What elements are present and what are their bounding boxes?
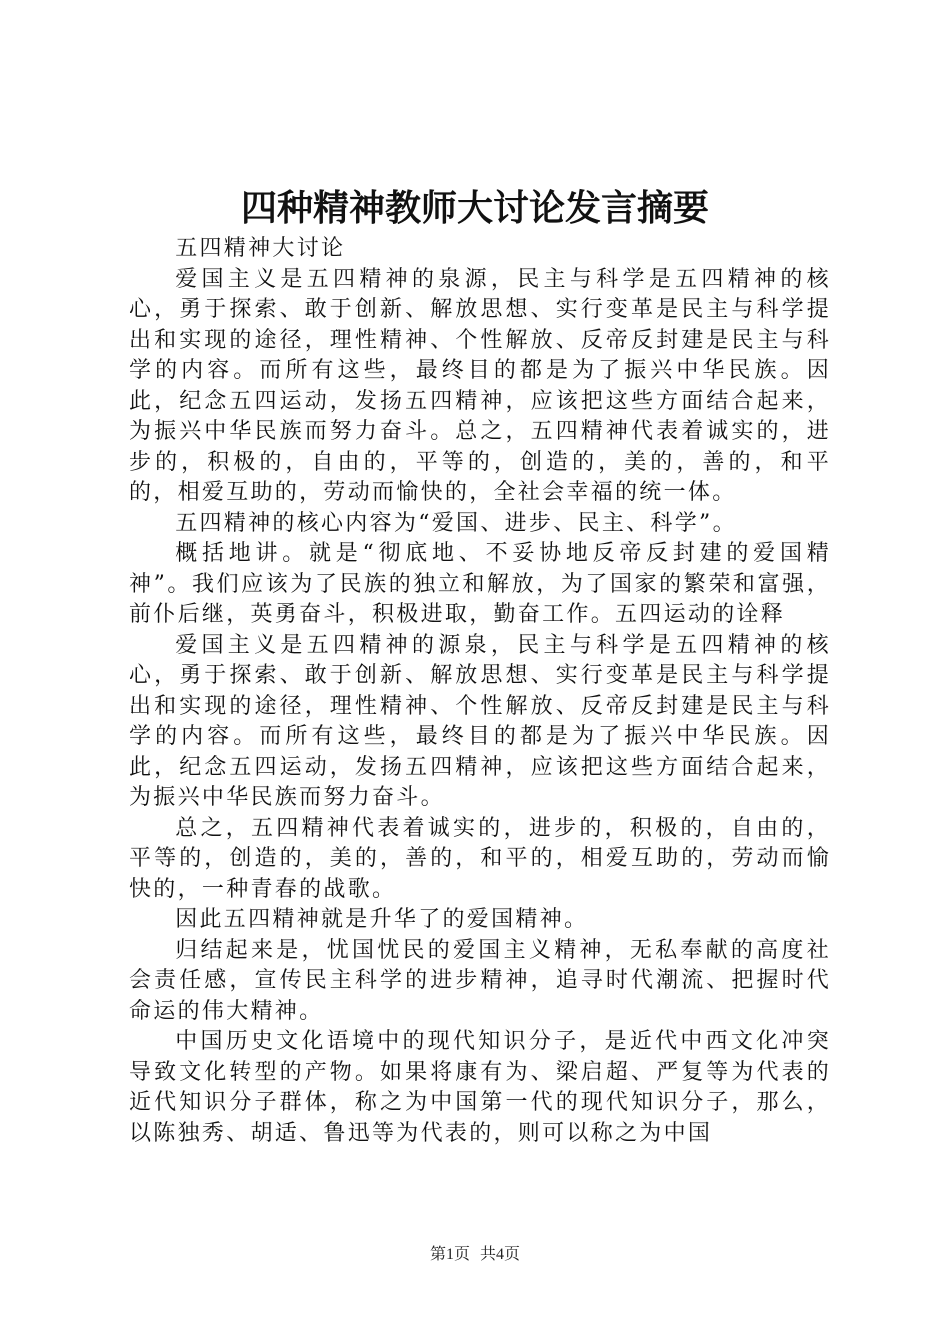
page-total: 共4页 [480,1246,521,1263]
paragraph-6: 总之，五四精神代表着诚实的，进步的，积极的，自由的，平等的，创造的，美的，善的，和平的，相爱互助的，劳动而愉快的，一种青春的战歌。 [129,815,831,902]
document-body [129,234,831,1149]
paragraph-1: 五四精神大讨论 [175,236,346,261]
paragraph-4: 概括地讲。就是“彻底地、不妥协地反帝反封建的爱国精神”。我们应该为了民族的独立和解放，为了国家的繁荣和富强，前仆后继，英勇奋斗，积极进取，勤奋工作。五四运动的诠释 [129,541,831,627]
document-title: 四种精神教师大讨论发言摘要 [240,187,709,229]
paragraph-8: 归结起来是，忧国忧民的爱国主义精神，无私奉献的高度社会责任感，宣传民主科学的进步精神，追寻时代潮流、把握时代命运的伟大精神。 [129,937,831,1024]
page-footer [0,1245,950,1265]
paragraph-3: 五四精神的核心内容为“爱国、进步、民主、科学”。 [175,510,737,536]
paragraph-7: 因此五四精神就是升华了的爱国精神。 [175,907,589,932]
paragraph-9: 中国历史文化语境中的现代知识分子，是近代中西文化冲突导致文化转型的产物。如果将康有为、梁启超、严复等为代表的近代知识分子群体，称之为中国第一代的现代知识分子，那么，以陈独秀、胡适、鲁迅等为代表的，则可以称之为中国 [129,1029,831,1146]
paragraph-2: 爱国主义是五四精神的泉源，民主与科学是五四精神的核心，勇于探索、敢于创新、解放思想、实行变革是民主与科学提出和实现的途径，理性精神、个性解放、反帝反封建是民主与科学的内容。而所有这些，最终目的都是为了振兴中华民族。因此，纪念五四运动，发扬五四精神，应该把这些方面结合起来，为振兴中华民族而努力奋斗。总之，五四精神代表着诚实的，进步的，积极的，自由的，平等的，创造的，美的，善的，和平的，相爱互助的，劳动而愉快的，全社会幸福的统一体。 [129,266,831,505]
paragraph-5: 爱国主义是五四精神的源泉，民主与科学是五四精神的核心，勇于探索、敢于创新、解放思想、实行变革是民主与科学提出和实现的途径，理性精神、个性解放、反帝反封建是民主与科学的内容。而所有这些，最终目的都是为了振兴中华民族。因此，纪念五四运动，发扬五四精神，应该把这些方面结合起来，为振兴中华民族而努力奋斗。 [129,632,831,810]
page-number: 第1页 [429,1246,470,1263]
